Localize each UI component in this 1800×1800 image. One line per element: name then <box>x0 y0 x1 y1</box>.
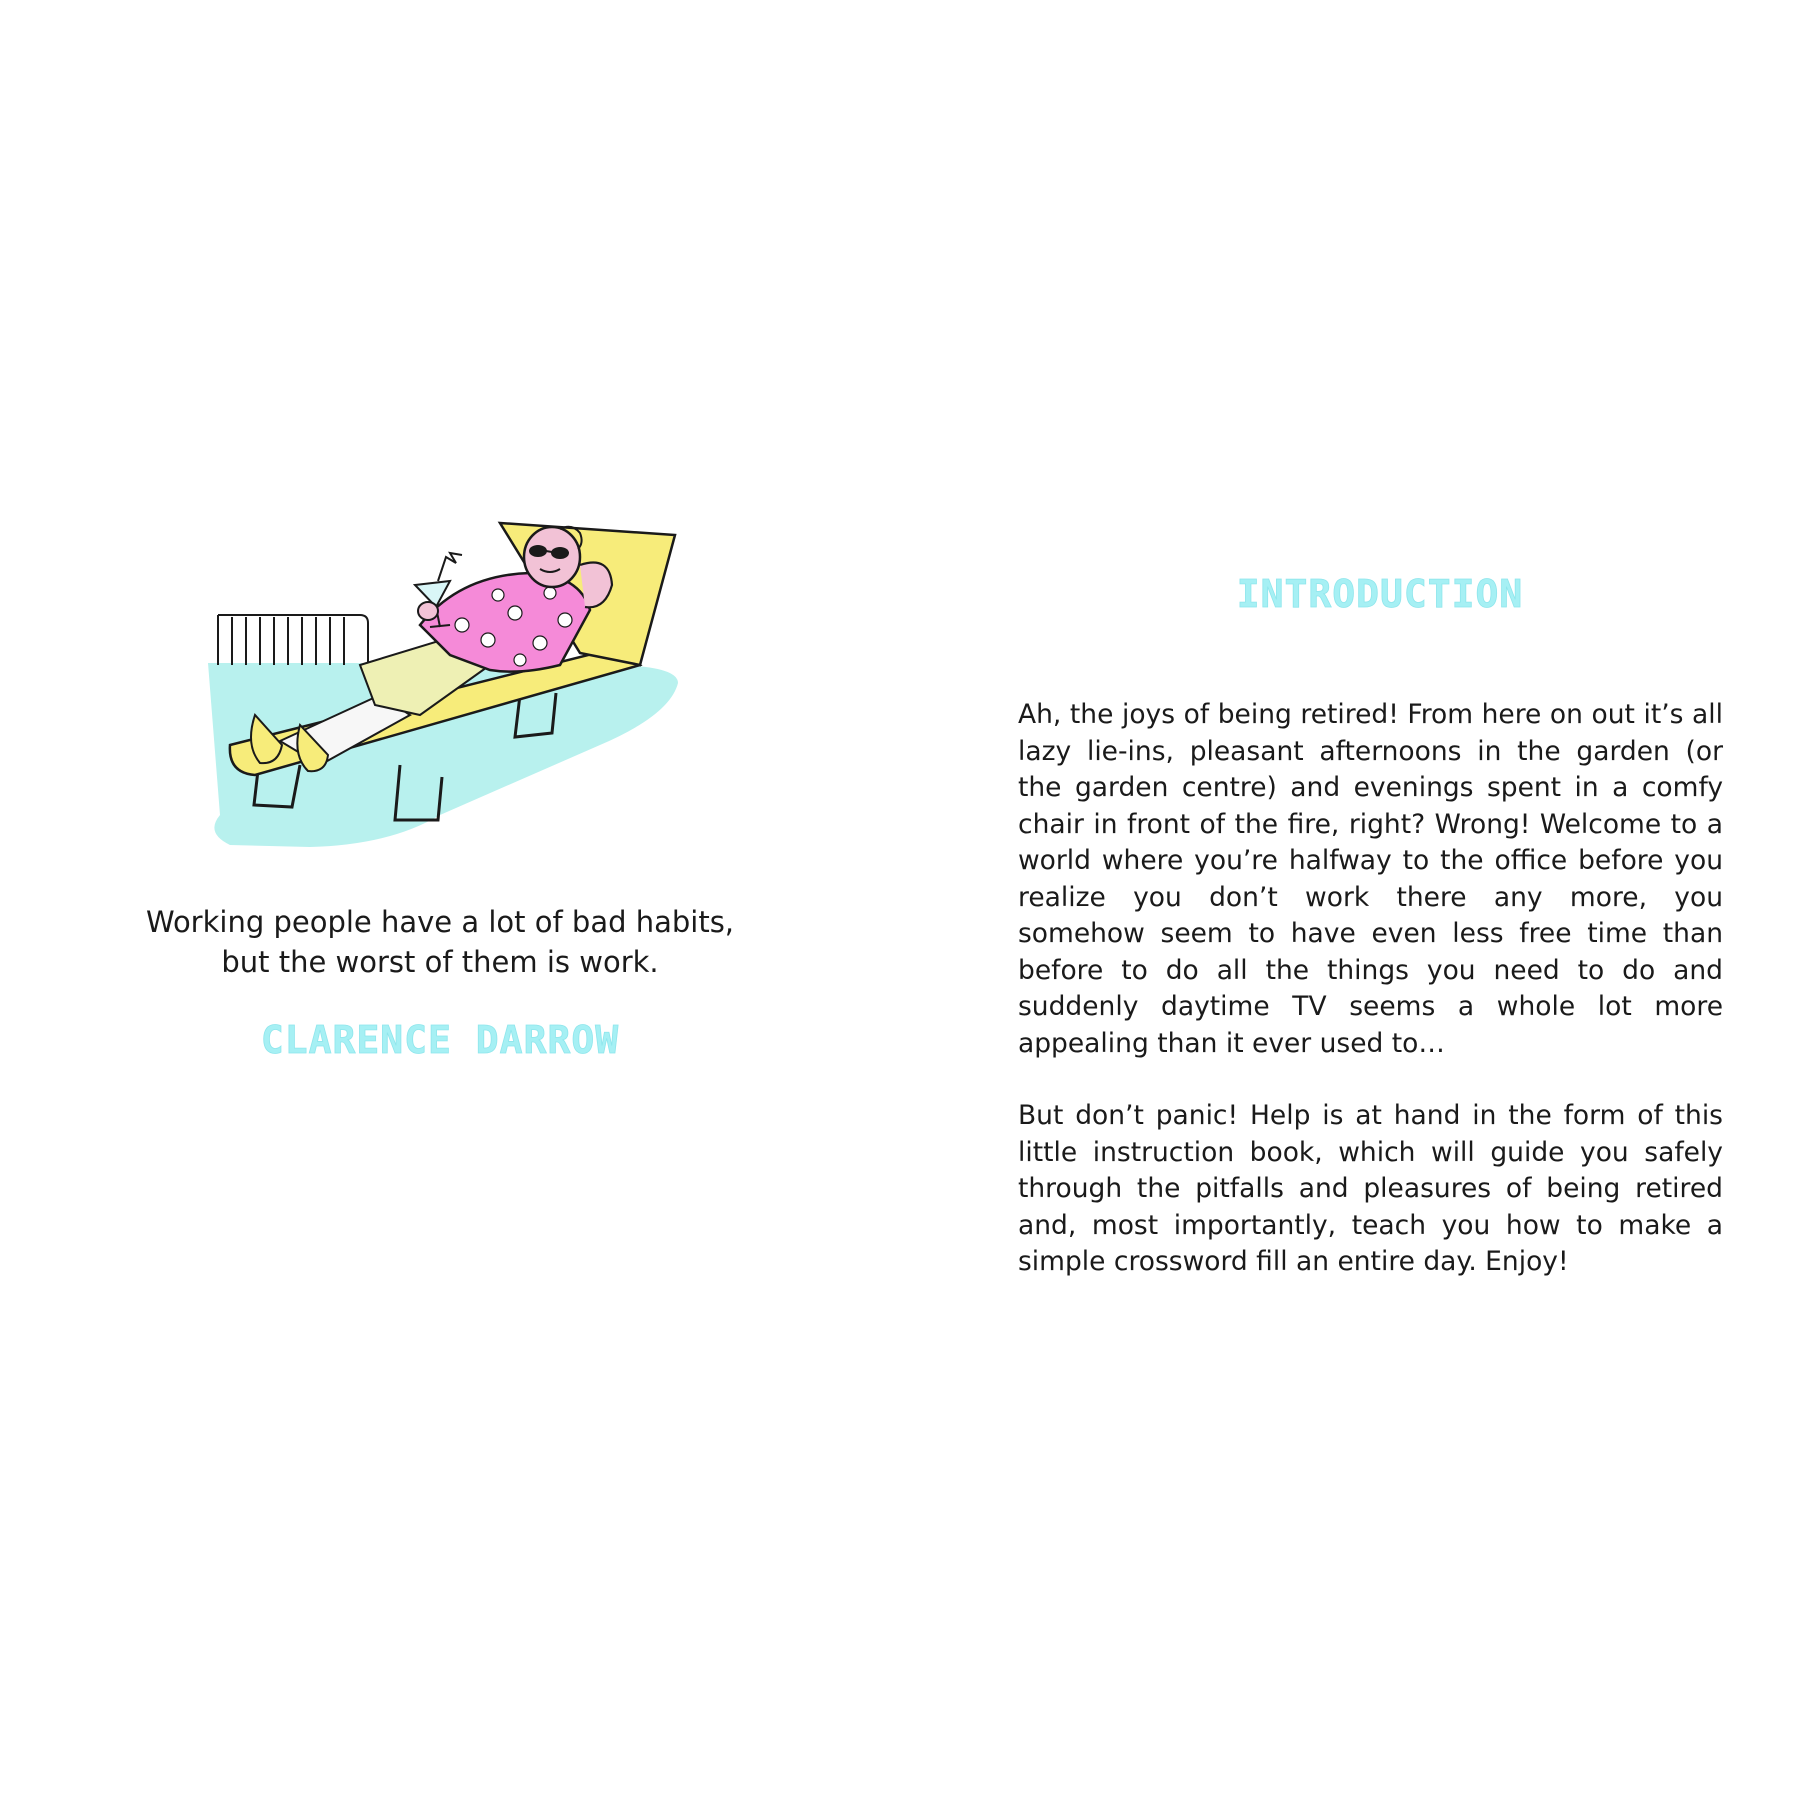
quote-line: but the worst of them is work. <box>221 945 659 979</box>
epigraph-quote <box>100 902 780 982</box>
chapter-heading: INTRODUCTION <box>1236 572 1524 616</box>
paragraph: Ah, the joys of being retired! From here on out it’s all lazy lie-ins, pleasant afternoons in the garden (or the garden centre) and evenings spent in a comfy chair in front of the fire, right? Wrong! Welcome to a world where you’re halfway to the office before you realize you don’t work there any more, you somehow seem to have even less free time than before to do all the things you need to do and suddenly daytime TV seems a whole lot more appealing than it ever used to… <box>1018 699 1723 1059</box>
paragraph: But don’t panic! Help is at hand in the form of this little instruction book, which will guide you safely through the pitfalls and pleasures of being retired and, most importantly, teach you how to make a simple crossword fill an entire day. Enjoy! <box>1018 1100 1723 1277</box>
man-on-sun-lounger-illustration <box>200 515 700 855</box>
introduction-body <box>1018 697 1723 1317</box>
quote-line: Working people have a lot of bad habits, <box>145 905 735 939</box>
pool-railing <box>218 615 368 665</box>
man-head <box>524 527 580 587</box>
quote-attribution: CLARENCE DARROW <box>260 1018 620 1062</box>
